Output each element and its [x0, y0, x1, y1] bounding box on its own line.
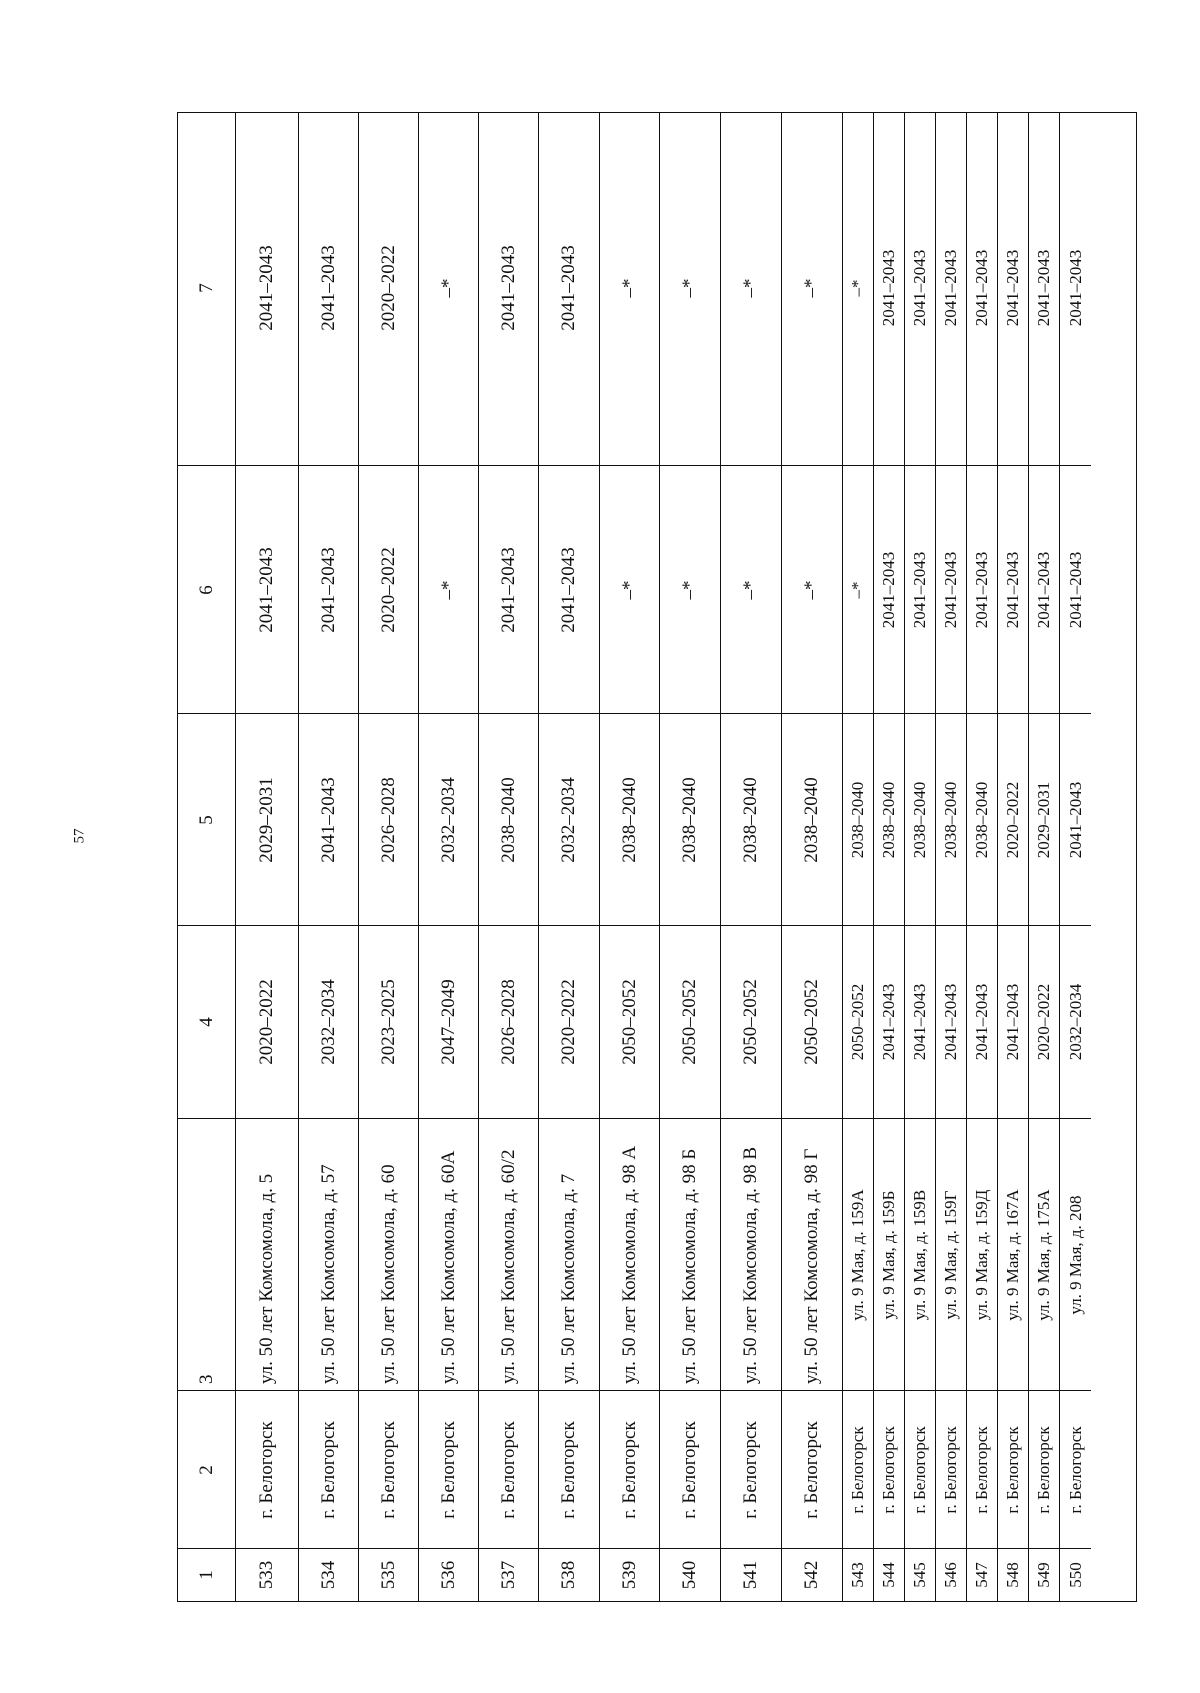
cell-text: 2041–2043: [1003, 551, 1023, 628]
table-cell: [782, 1549, 842, 1601]
cell-text: ул. 9 Мая, д. 159А: [848, 1188, 868, 1321]
table-cell: [600, 1119, 659, 1391]
table-cell: [721, 1119, 781, 1391]
cell-text: ул. 50 лет Комсомола, д. 5: [256, 1173, 278, 1384]
table-cell: [419, 466, 478, 714]
table-cell: [236, 466, 298, 714]
table-cell: [419, 1549, 478, 1601]
cell-text: 2041–2043: [256, 546, 278, 633]
table-cell: [936, 111, 966, 466]
table-cell: [998, 926, 1028, 1119]
table-cell: [905, 466, 935, 714]
table-cell: [600, 111, 659, 466]
cell-text: 2041–2043: [1065, 551, 1085, 628]
cell-text: г. Белогорск: [497, 1420, 519, 1519]
cell-text: 2026–2028: [377, 776, 399, 863]
cell-text: 2038–2040: [679, 776, 701, 863]
table-cell: [299, 1549, 358, 1601]
cell-text: 536: [437, 1560, 459, 1590]
table-cell: [600, 1391, 659, 1549]
table-cell: [874, 1549, 904, 1601]
cell-text: 2041–2043: [1065, 781, 1085, 858]
table-cell: [660, 714, 720, 926]
cell-text: –*: [848, 279, 868, 297]
table-cell: [539, 1549, 599, 1601]
cell-text: 2041–2043: [256, 245, 278, 331]
table-cell: [874, 111, 904, 466]
table-cell: [905, 1391, 935, 1549]
cell-text: 2041–2043: [879, 983, 899, 1061]
cell-text: г. Белогорск: [941, 1425, 961, 1514]
table-cell: [419, 1119, 478, 1391]
table-cell: [936, 714, 966, 926]
table-cell: [721, 466, 781, 714]
cell-text: 2020–2022: [377, 546, 399, 633]
table-cell: [479, 1549, 538, 1601]
table-cell: [359, 714, 418, 926]
table-cell: [843, 714, 873, 926]
cell-text: 2050–2052: [801, 979, 823, 1065]
cell-text: ул. 9 Мая, д. 175А: [1034, 1188, 1054, 1321]
table-cell: [359, 1391, 418, 1549]
table-cell: [998, 1119, 1028, 1391]
table-cell: [998, 466, 1028, 714]
table-cell: [967, 714, 997, 926]
cell-text: –*: [848, 581, 868, 598]
table-cell: [419, 111, 478, 466]
table-cell: [782, 1119, 842, 1391]
page-number: 57: [71, 828, 88, 844]
cell-text: ул. 50 лет Комсомола, д. 98 Б: [679, 1148, 701, 1384]
cell-text: 2050–2052: [618, 979, 640, 1065]
table-cell: [936, 1391, 966, 1549]
cell-text: 540: [679, 1560, 701, 1590]
cell-text: ул. 9 Мая, д. 159Б: [879, 1190, 899, 1319]
table-cell: [299, 926, 358, 1119]
table-cell: [936, 926, 966, 1119]
cell-text: 2041–2043: [497, 245, 519, 331]
cell-text: 2038–2040: [497, 776, 519, 863]
table-row: [905, 113, 936, 1601]
cell-text: 2020–2022: [377, 245, 399, 331]
table-cell: [1060, 1549, 1091, 1601]
table-cell: [359, 1549, 418, 1601]
table-cell: [936, 1549, 966, 1601]
cell-text: 550: [1065, 1562, 1085, 1588]
header-label: 2: [195, 1464, 217, 1475]
cell-text: 2038–2040: [618, 776, 640, 863]
header-cell: [178, 1549, 235, 1601]
cell-text: –*: [679, 278, 701, 298]
cell-text: ул. 9 Мая, д. 208: [1065, 1194, 1085, 1315]
cell-text: 2026–2028: [497, 979, 519, 1065]
table-cell: [479, 926, 538, 1119]
cell-text: –*: [618, 278, 640, 298]
table-cell: [299, 1119, 358, 1391]
table-row: [721, 113, 782, 1601]
header-cell: [178, 714, 235, 926]
table-cell: [1060, 714, 1091, 926]
table-cell: [1060, 1119, 1091, 1391]
table-cell: [479, 111, 538, 466]
cell-text: –*: [801, 278, 823, 298]
cell-text: г. Белогорск: [558, 1420, 580, 1519]
table-row: [998, 113, 1029, 1601]
cell-text: ул. 50 лет Комсомола, д. 98 В: [740, 1146, 762, 1384]
cell-text: –*: [740, 278, 762, 298]
table-row: [1060, 113, 1091, 1601]
table-cell: [782, 926, 842, 1119]
cell-text: 2032–2034: [1065, 983, 1085, 1061]
cell-text: г. Белогорск: [801, 1420, 823, 1519]
table-cell: [1029, 1119, 1059, 1391]
cell-text: 2041–2043: [910, 551, 930, 628]
cell-text: ул. 50 лет Комсомола, д. 60: [377, 1163, 399, 1384]
header-label: 6: [195, 584, 217, 595]
table-cell: [1029, 926, 1059, 1119]
cell-text: г. Белогорск: [972, 1425, 992, 1514]
cell-text: 535: [377, 1560, 399, 1590]
cell-text: 542: [801, 1560, 823, 1590]
cell-text: г. Белогорск: [740, 1420, 762, 1519]
table-cell: [874, 466, 904, 714]
cell-text: г. Белогорск: [1065, 1425, 1085, 1514]
table-cell: [967, 111, 997, 466]
cell-text: 2041–2043: [910, 249, 930, 327]
header-label: 1: [195, 1570, 217, 1580]
cell-text: 2038–2040: [848, 781, 868, 858]
cell-text: 2041–2043: [910, 983, 930, 1061]
table-row: [236, 113, 299, 1601]
cell-text: 2041–2043: [972, 249, 992, 327]
table-cell: [998, 1391, 1028, 1549]
cell-text: 539: [618, 1560, 640, 1590]
cell-text: г. Белогорск: [317, 1420, 339, 1519]
header-label: 7: [195, 283, 217, 293]
cell-text: г. Белогорск: [1003, 1425, 1023, 1514]
cell-text: г. Белогорск: [618, 1420, 640, 1519]
header-label: 5: [195, 814, 217, 825]
table-cell: [479, 466, 538, 714]
table-cell: [479, 1391, 538, 1549]
table-cell: [874, 1119, 904, 1391]
cell-text: 2041–2043: [317, 546, 339, 633]
table-cell: [905, 714, 935, 926]
table-cell: [419, 1391, 478, 1549]
table-cell: [236, 111, 298, 466]
table-cell: [721, 714, 781, 926]
cell-text: 2020–2022: [1034, 983, 1054, 1061]
table-cell: [600, 714, 659, 926]
table-cell: [1029, 714, 1059, 926]
cell-text: ул. 50 лет Комсомола, д. 98 А: [618, 1145, 640, 1384]
table-cell: [359, 926, 418, 1119]
cell-text: 537: [497, 1560, 519, 1590]
table-cell: [843, 1119, 873, 1391]
table-cell: [843, 1391, 873, 1549]
table-row: [967, 113, 998, 1601]
table-cell: [419, 926, 478, 1119]
header-cell: [178, 111, 235, 466]
cell-text: 546: [941, 1562, 961, 1588]
cell-text: 2032–2034: [558, 776, 580, 863]
cell-text: 534: [317, 1560, 339, 1590]
cell-text: 2038–2040: [879, 781, 899, 858]
table-cell: [721, 1549, 781, 1601]
cell-text: 2041–2043: [497, 546, 519, 633]
table-row: [843, 113, 874, 1601]
table-cell: [936, 466, 966, 714]
cell-text: 2020–2022: [256, 979, 278, 1065]
cell-text: ул. 50 лет Комсомола, д. 7: [558, 1173, 580, 1384]
cell-text: 2041–2043: [317, 776, 339, 863]
cell-text: 533: [256, 1560, 278, 1590]
table-cell: [782, 466, 842, 714]
data-table: [177, 112, 1137, 1602]
cell-text: 2038–2040: [910, 781, 930, 858]
table-cell: [600, 466, 659, 714]
cell-text: 2038–2040: [740, 776, 762, 863]
table-cell: [782, 111, 842, 466]
table-cell: [782, 1391, 842, 1549]
table-row: [479, 113, 539, 1601]
table-cell: [539, 926, 599, 1119]
cell-text: г. Белогорск: [910, 1425, 930, 1514]
cell-text: ул. 9 Мая, д. 159В: [910, 1189, 930, 1320]
table-cell: [1060, 926, 1091, 1119]
table-row: [782, 113, 843, 1601]
table-cell: [936, 1119, 966, 1391]
cell-text: 2047–2049: [437, 979, 459, 1065]
cell-text: 2041–2043: [879, 249, 899, 327]
cell-text: ул. 50 лет Комсомола, д. 60/2: [497, 1149, 519, 1384]
table-row: [539, 113, 600, 1601]
cell-text: г. Белогорск: [256, 1420, 278, 1519]
cell-text: 2029–2031: [1034, 781, 1054, 858]
cell-text: –*: [679, 580, 701, 599]
table-cell: [1060, 111, 1091, 466]
cell-text: ул. 50 лет Комсомола, д. 98 Г: [801, 1148, 823, 1384]
cell-text: 544: [879, 1562, 899, 1588]
cell-text: 2041–2043: [1034, 551, 1054, 628]
table-cell: [539, 714, 599, 926]
table-row: [660, 113, 721, 1601]
header-label: 4: [195, 1017, 217, 1027]
table-cell: [843, 466, 873, 714]
table-cell: [967, 1119, 997, 1391]
table-cell: [299, 466, 358, 714]
cell-text: 547: [972, 1562, 992, 1588]
table-cell: [479, 714, 538, 926]
table-cell: [660, 1549, 720, 1601]
cell-text: 2041–2043: [972, 983, 992, 1061]
cell-text: –*: [740, 580, 762, 599]
cell-text: 549: [1034, 1562, 1054, 1588]
table-row: [299, 113, 359, 1601]
table-cell: [874, 1391, 904, 1549]
table-row: [1029, 113, 1060, 1601]
table-cell: [236, 1119, 298, 1391]
table-cell: [359, 466, 418, 714]
table-cell: [967, 466, 997, 714]
header-cell: [178, 1391, 235, 1549]
cell-text: г. Белогорск: [377, 1420, 399, 1519]
table-cell: [299, 1391, 358, 1549]
table-cell: [660, 1119, 720, 1391]
table-cell: [843, 111, 873, 466]
table-cell: [874, 926, 904, 1119]
cell-text: –*: [437, 580, 459, 599]
cell-text: 2050–2052: [848, 983, 868, 1061]
table-cell: [782, 714, 842, 926]
table-cell: [660, 1391, 720, 1549]
cell-text: 2029–2031: [256, 776, 278, 863]
table-cell: [359, 111, 418, 466]
table-cell: [479, 1119, 538, 1391]
cell-text: 2038–2040: [801, 776, 823, 863]
cell-text: 2041–2043: [879, 551, 899, 628]
table-cell: [299, 111, 358, 466]
cell-text: ул. 50 лет Комсомола, д. 60А: [437, 1150, 459, 1384]
cell-text: 2020–2022: [1003, 781, 1023, 858]
cell-text: г. Белогорск: [1034, 1425, 1054, 1514]
cell-text: –*: [618, 580, 640, 599]
header-label: 3: [195, 1374, 217, 1384]
cell-text: ул. 9 Мая, д. 167А: [1003, 1188, 1023, 1321]
cell-text: 2041–2043: [1003, 249, 1023, 327]
table-cell: [1029, 111, 1059, 466]
cell-text: –*: [437, 278, 459, 298]
cell-text: 2050–2052: [679, 979, 701, 1065]
table-cell: [236, 714, 298, 926]
table-cell: [998, 714, 1028, 926]
cell-text: г. Белогорск: [679, 1420, 701, 1519]
table-cell: [1060, 466, 1091, 714]
table-row: [936, 113, 967, 1601]
table-header-row: [178, 113, 236, 1601]
table-cell: [1029, 1391, 1059, 1549]
cell-text: 548: [1003, 1562, 1023, 1588]
table-cell: [1029, 1549, 1059, 1601]
cell-text: 2020–2022: [558, 979, 580, 1065]
table-cell: [236, 1549, 298, 1601]
table-cell: [905, 1119, 935, 1391]
table-cell: [874, 714, 904, 926]
table-cell: [1060, 1391, 1091, 1549]
cell-text: 2041–2043: [558, 546, 580, 633]
table-cell: [236, 926, 298, 1119]
table-cell: [419, 714, 478, 926]
cell-text: г. Белогорск: [879, 1425, 899, 1514]
table-cell: [359, 1119, 418, 1391]
table-cell: [539, 1391, 599, 1549]
cell-text: г. Белогорск: [848, 1425, 868, 1514]
table-cell: [236, 1391, 298, 1549]
table-cell: [1029, 466, 1059, 714]
table-cell: [843, 926, 873, 1119]
table-cell: [721, 1391, 781, 1549]
cell-text: 2041–2043: [558, 245, 580, 331]
cell-text: –*: [801, 580, 823, 599]
cell-text: 2041–2043: [941, 551, 961, 628]
table-cell: [539, 1119, 599, 1391]
cell-text: 2041–2043: [1065, 249, 1085, 327]
table-row: [600, 113, 660, 1601]
table-cell: [660, 466, 720, 714]
table-row: [419, 113, 479, 1601]
cell-text: ул. 9 Мая, д. 159Д: [972, 1189, 992, 1320]
table-cell: [539, 466, 599, 714]
table-cell: [843, 1549, 873, 1601]
table-row: [874, 113, 905, 1601]
table-row: [359, 113, 419, 1601]
table-cell: [905, 1549, 935, 1601]
cell-text: 2041–2043: [941, 249, 961, 327]
cell-text: 2050–2052: [740, 979, 762, 1065]
table-cell: [967, 1391, 997, 1549]
table-cell: [721, 111, 781, 466]
cell-text: 2038–2040: [972, 781, 992, 858]
table-cell: [905, 926, 935, 1119]
cell-text: 2041–2043: [317, 245, 339, 331]
header-cell: [178, 466, 235, 714]
table-cell: [539, 111, 599, 466]
cell-text: 543: [848, 1562, 868, 1588]
cell-text: 2041–2043: [1003, 983, 1023, 1061]
cell-text: 541: [740, 1560, 762, 1590]
table-cell: [660, 926, 720, 1119]
cell-text: г. Белогорск: [437, 1420, 459, 1519]
table-cell: [299, 714, 358, 926]
header-cell: [178, 1119, 235, 1391]
cell-text: 2041–2043: [1034, 249, 1054, 327]
table-cell: [998, 1549, 1028, 1601]
table-cell: [721, 926, 781, 1119]
cell-text: 2032–2034: [317, 979, 339, 1065]
cell-text: 2032–2034: [437, 776, 459, 863]
table-cell: [600, 926, 659, 1119]
cell-text: ул. 9 Мая, д. 159Г: [941, 1190, 961, 1319]
cell-text: 2041–2043: [972, 551, 992, 628]
cell-text: 2041–2043: [941, 983, 961, 1061]
cell-text: 545: [910, 1562, 930, 1588]
table-cell: [905, 111, 935, 466]
cell-text: 2023–2025: [377, 979, 399, 1065]
table-cell: [600, 1549, 659, 1601]
table-cell: [967, 926, 997, 1119]
table-cell: [660, 111, 720, 466]
table-cell: [967, 1549, 997, 1601]
table-cell: [998, 111, 1028, 466]
cell-text: 538: [558, 1560, 580, 1590]
header-cell: [178, 926, 235, 1119]
cell-text: ул. 50 лет Комсомола, д. 57: [317, 1163, 339, 1384]
cell-text: 2038–2040: [941, 781, 961, 858]
